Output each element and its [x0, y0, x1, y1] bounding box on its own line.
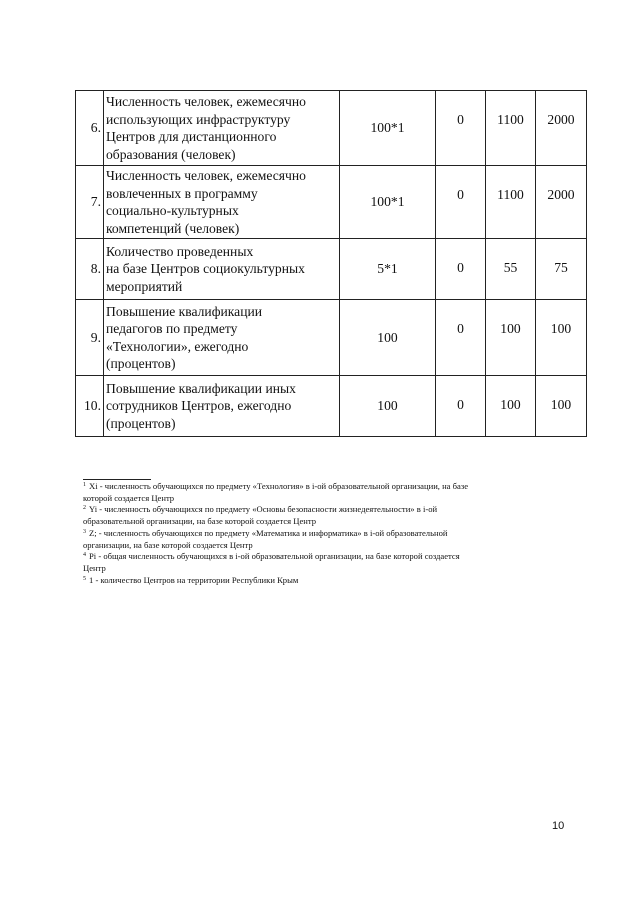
value-3: 2000: [536, 91, 587, 166]
indicator-name: Повышение квалификации педагогов по предмету «Технологии», ежегодно (процентов): [104, 300, 340, 376]
footnote-1: $^1$ Xi - численность обучающихся по предмету «Технология» в i-ой образовательной организации, на базе которой создается Центр: [83, 481, 469, 503]
value-3: 100: [536, 300, 587, 376]
indicator-name: Повышение квалификации иных сотрудников Центров, ежегодно (процентов): [104, 376, 340, 437]
row-number: 6.: [76, 91, 104, 166]
footnote-mark: 4: [83, 552, 86, 559]
table-row: [76, 376, 587, 437]
value-2: 100: [486, 300, 536, 376]
row-number: 8.: [76, 239, 104, 300]
table-row: [76, 166, 587, 239]
indicator-name: Численность человек, ежемесячно вовлеченных в программу социально-культурных компетенций (человек): [104, 166, 340, 239]
base-value: 100: [340, 300, 436, 376]
value-2: 100: [486, 376, 536, 437]
footnote-5: $^5$ 1 - количество Центров на территории Республики Крым: [83, 574, 299, 585]
value-3: 2000: [536, 166, 587, 239]
value-1: 0: [436, 300, 486, 376]
base-value: 5*1: [340, 239, 436, 300]
value-1: 0: [436, 166, 486, 239]
value-1: 0: [436, 239, 486, 300]
row-number: 9.: [76, 300, 104, 376]
table-row: [76, 91, 587, 166]
base-value: 100*1: [340, 166, 436, 239]
footnote-4: $^4$ Pi - общая численность обучающихся в i-ой образовательной организации, на базе которой создается Центр: [83, 551, 460, 573]
row-number: 7.: [76, 166, 104, 239]
table-row: [76, 239, 587, 300]
footnote-mark: 3: [83, 528, 86, 535]
value-3: 75: [536, 239, 587, 300]
page-number: 10: [552, 820, 565, 832]
value-2: 1100: [486, 91, 536, 166]
footnote-mark: 2: [83, 505, 86, 512]
footnote-mark: 1: [83, 482, 86, 488]
footnote-separator: [83, 479, 151, 480]
row-number: 10.: [76, 376, 104, 437]
table-row: [76, 300, 587, 376]
value-1: 0: [436, 376, 486, 437]
base-value: 100*1: [340, 91, 436, 166]
footnote-3: $^3$ Z; - численность обучающихся по предмету «Математика и информатика» в i-ой образовательной организации, на базе которой создается Центр: [83, 527, 448, 550]
value-1: 0: [436, 91, 486, 166]
indicators-table: [75, 90, 587, 437]
footnote-mark: 5: [83, 575, 86, 582]
value-2: 1100: [486, 166, 536, 239]
value-2: 55: [486, 239, 536, 300]
indicator-name: Количество проведенных на базе Центров социокультурных мероприятий: [104, 239, 340, 300]
base-value: 100: [340, 376, 436, 437]
value-3: 100: [536, 376, 587, 437]
footnotes: [83, 481, 573, 586]
footnote-2: $^2$ Yi - численность обучающихся по предмету «Основы безопасности жизнедеятельности» в i-ой образовательной организации, на базе которой создается Центр: [83, 504, 438, 527]
indicator-name: Численность человек, ежемесячно использующих инфраструктуру Центров для дистанционного образования (человек): [104, 91, 340, 166]
